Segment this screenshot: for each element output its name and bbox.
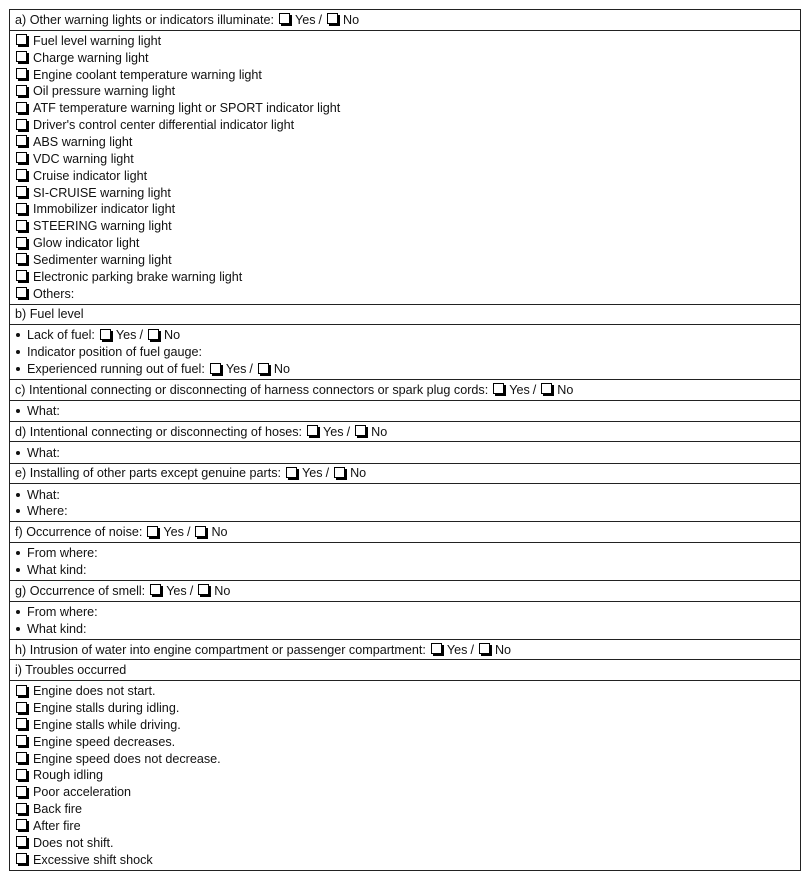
section-b-item-0-slash: / (139, 328, 143, 343)
item-label: Oil pressure warning light (33, 84, 176, 99)
section-e-yes-label: Yes (302, 466, 323, 481)
section-h-slash: / (470, 642, 474, 657)
section-f-items (10, 542, 800, 580)
item-label: What kind: (27, 621, 87, 636)
item-label: What kind: (27, 563, 87, 578)
item-checkbox[interactable] (16, 169, 27, 180)
section-c-yes-label: Yes (509, 382, 530, 397)
section-b-item (15, 361, 795, 378)
section-e-items (10, 483, 800, 521)
item-checkbox[interactable] (16, 203, 27, 214)
item-label: Engine speed decreases. (33, 734, 176, 749)
bullet-icon (16, 551, 20, 555)
bullet-icon (16, 333, 20, 337)
item-checkbox[interactable] (16, 735, 27, 746)
item-checkbox[interactable] (16, 119, 27, 130)
section-f-header (10, 521, 800, 542)
section-b-item-2-slash: / (249, 362, 253, 377)
section-a-item (15, 49, 795, 66)
item-label: Charge warning light (33, 50, 149, 65)
section-b-item-2-no-label: No (273, 362, 290, 377)
item-label: STEERING warning light (33, 219, 172, 234)
section-c-no-checkbox[interactable] (541, 383, 552, 394)
section-b-items (10, 324, 800, 379)
section-g-slash: / (189, 583, 194, 598)
section-a-yes-label: Yes (294, 12, 316, 27)
section-c-item (15, 403, 795, 420)
item-checkbox[interactable] (16, 718, 27, 729)
item-label: Excessive shift shock (33, 852, 153, 867)
section-i-header (10, 659, 800, 680)
item-checkbox[interactable] (16, 836, 27, 847)
inspection-form (9, 9, 801, 871)
item-checkbox[interactable] (16, 752, 27, 763)
item-label: After fire (33, 818, 81, 833)
section-f-yes-checkbox[interactable] (147, 526, 158, 537)
item-label: Poor acceleration (33, 785, 132, 800)
section-d-no-checkbox[interactable] (355, 425, 366, 436)
item-label: Immobilizer indicator light (33, 202, 176, 217)
section-b-item-0-yes-label: Yes (115, 328, 137, 343)
section-a-item (15, 83, 795, 100)
bullet-icon (16, 627, 20, 631)
section-a-items (10, 30, 800, 304)
section-i-item (15, 834, 795, 851)
item-checkbox[interactable] (16, 853, 27, 864)
section-i-item (15, 801, 795, 818)
section-g-header (10, 580, 800, 601)
item-label: Rough idling (33, 768, 104, 783)
section-g-yes-checkbox[interactable] (150, 584, 161, 595)
item-label: What: (27, 445, 60, 460)
section-a-no-checkbox[interactable] (327, 13, 338, 24)
section-h-no-label: No (494, 642, 512, 657)
section-c-slash: / (532, 382, 537, 397)
section-i-item (15, 750, 795, 767)
section-a-item (15, 251, 795, 268)
item-checkbox[interactable] (16, 186, 27, 197)
section-d-item (15, 444, 795, 461)
item-label: From where: (27, 546, 98, 561)
item-label: Engine stalls during idling. (33, 701, 180, 716)
section-f-title: f) Occurrence of noise: (15, 525, 143, 540)
section-e-no-checkbox[interactable] (334, 467, 345, 478)
section-a-item (15, 268, 795, 285)
section-c-items (10, 400, 800, 421)
item-label: Cruise indicator light (33, 168, 148, 183)
item-label: VDC warning light (33, 151, 134, 166)
bullet-icon (16, 568, 20, 572)
section-a-item (15, 235, 795, 252)
section-b-item-0-no-checkbox[interactable] (148, 329, 159, 340)
item-checkbox[interactable] (16, 237, 27, 248)
item-label: Where: (27, 504, 68, 519)
section-g-item (15, 620, 795, 637)
section-i-item (15, 733, 795, 750)
item-checkbox[interactable] (16, 702, 27, 713)
item-checkbox[interactable] (16, 786, 27, 797)
section-d-items (10, 441, 800, 462)
section-d-no-label: No (371, 424, 388, 439)
section-a-no-label: No (343, 12, 360, 27)
section-f-no-checkbox[interactable] (195, 526, 206, 537)
section-f-no-label: No (211, 525, 228, 540)
item-label: Does not shift. (33, 835, 114, 850)
item-label: From where: (27, 605, 98, 620)
section-a-item (15, 117, 795, 134)
item-checkbox[interactable] (16, 85, 27, 96)
section-a-item (15, 184, 795, 201)
section-g-item (15, 604, 795, 621)
section-a-item (15, 167, 795, 184)
section-a-item (15, 100, 795, 117)
section-e-yes-checkbox[interactable] (286, 467, 297, 478)
section-b-item-0-yes-checkbox[interactable] (100, 329, 111, 340)
bullet-icon (16, 493, 20, 497)
item-checkbox[interactable] (16, 51, 27, 62)
item-label: ABS warning light (33, 134, 133, 149)
section-h-no-checkbox[interactable] (479, 643, 490, 654)
item-label: ATF temperature warning light or SPORT indicator light (33, 101, 341, 116)
section-i-items (10, 680, 800, 870)
section-b-header (10, 304, 800, 325)
section-b-item (15, 327, 795, 344)
section-b-item-0-no-label: No (163, 328, 181, 343)
section-a-item (15, 33, 795, 50)
item-checkbox[interactable] (16, 102, 27, 113)
section-g-no-checkbox[interactable] (198, 584, 209, 595)
section-i-item (15, 716, 795, 733)
item-label: Indicator position of fuel gauge: (27, 345, 203, 360)
section-a-item (15, 285, 795, 302)
section-g-yes-label: Yes (166, 583, 187, 598)
item-label: Glow indicator light (33, 236, 140, 251)
section-i-title: i) Troubles occurred (15, 663, 127, 678)
section-a-item (15, 134, 795, 151)
section-a-item (15, 201, 795, 218)
section-b-item (15, 344, 795, 361)
section-a-header (10, 10, 800, 30)
item-checkbox[interactable] (16, 68, 27, 79)
item-checkbox[interactable] (16, 769, 27, 780)
section-f-item (15, 545, 795, 562)
item-label: Electronic parking brake warning light (33, 269, 243, 284)
item-label: Experienced running out of fuel: (27, 362, 205, 377)
section-d-header (10, 421, 800, 442)
section-e-no-label: No (350, 466, 367, 481)
section-g-title: g) Occurrence of smell: (15, 583, 146, 598)
section-i-item (15, 784, 795, 801)
section-a-yes-checkbox[interactable] (279, 13, 290, 24)
item-label: SI-CRUISE warning light (33, 185, 171, 200)
section-b-title: b) Fuel level (15, 307, 84, 322)
bullet-icon (16, 451, 20, 455)
section-d-title: d) Intentional connecting or disconnecting of hoses: (15, 424, 303, 439)
section-d-yes-checkbox[interactable] (307, 425, 318, 436)
section-g-no-label: No (214, 583, 231, 598)
section-i-item (15, 767, 795, 784)
item-checkbox[interactable] (16, 270, 27, 281)
item-label: What: (27, 487, 60, 502)
section-b-item-2-yes-label: Yes (225, 362, 247, 377)
section-i-item (15, 851, 795, 868)
item-label: Lack of fuel: (27, 328, 95, 343)
section-c-no-label: No (557, 382, 574, 397)
item-label: Driver's control center differential indicator light (33, 118, 295, 133)
item-label: Engine speed does not decrease. (33, 751, 221, 766)
section-c-yes-checkbox[interactable] (493, 383, 504, 394)
item-checkbox[interactable] (16, 819, 27, 830)
bullet-icon (16, 350, 20, 354)
item-label: Engine coolant temperature warning light (33, 67, 262, 82)
item-label: Sedimenter warning light (33, 252, 172, 267)
section-c-title: c) Intentional connecting or disconnecting of harness connectors or spark plug cords: (15, 382, 489, 397)
item-label: Back fire (33, 802, 82, 817)
section-a-item (15, 218, 795, 235)
item-checkbox[interactable] (16, 135, 27, 146)
item-checkbox[interactable] (16, 34, 27, 45)
section-e-slash: / (325, 466, 330, 481)
section-h-title: h) Intrusion of water into engine compartment or passenger compartment: (15, 642, 426, 657)
item-checkbox[interactable] (16, 287, 27, 298)
section-b-item-2-no-checkbox[interactable] (258, 363, 269, 374)
section-h-yes-label: Yes (446, 642, 468, 657)
item-checkbox[interactable] (16, 253, 27, 264)
section-f-item (15, 562, 795, 579)
section-a-slash: / (318, 12, 323, 27)
section-f-slash: / (186, 525, 191, 540)
section-e-title: e) Installing of other parts except genuine parts: (15, 466, 282, 481)
section-c-header (10, 379, 800, 400)
section-d-yes-label: Yes (323, 424, 344, 439)
section-e-header (10, 463, 800, 484)
bullet-icon (16, 509, 20, 513)
item-label: Engine stalls while driving. (33, 717, 181, 732)
bullet-icon (16, 409, 20, 413)
section-a-title: a) Other warning lights or indicators illuminate: (15, 12, 274, 27)
section-e-item (15, 486, 795, 503)
item-checkbox[interactable] (16, 685, 27, 696)
section-g-items (10, 601, 800, 639)
section-a-item (15, 66, 795, 83)
section-i-item (15, 818, 795, 835)
item-label: Others: (33, 286, 75, 301)
section-i-item (15, 700, 795, 717)
item-checkbox[interactable] (16, 220, 27, 231)
section-i-item (15, 683, 795, 700)
section-d-slash: / (346, 424, 351, 439)
item-label: What: (27, 403, 60, 418)
section-a-item (15, 150, 795, 167)
bullet-icon (16, 367, 20, 371)
section-e-item (15, 503, 795, 520)
item-label: Fuel level warning light (33, 33, 162, 48)
section-b-item-2-yes-checkbox[interactable] (210, 363, 221, 374)
item-checkbox[interactable] (16, 152, 27, 163)
item-label: Engine does not start. (33, 684, 156, 699)
section-h-yes-checkbox[interactable] (431, 643, 442, 654)
item-checkbox[interactable] (16, 803, 27, 814)
section-f-yes-label: Yes (163, 525, 184, 540)
bullet-icon (16, 610, 20, 614)
section-h-header (10, 639, 800, 660)
